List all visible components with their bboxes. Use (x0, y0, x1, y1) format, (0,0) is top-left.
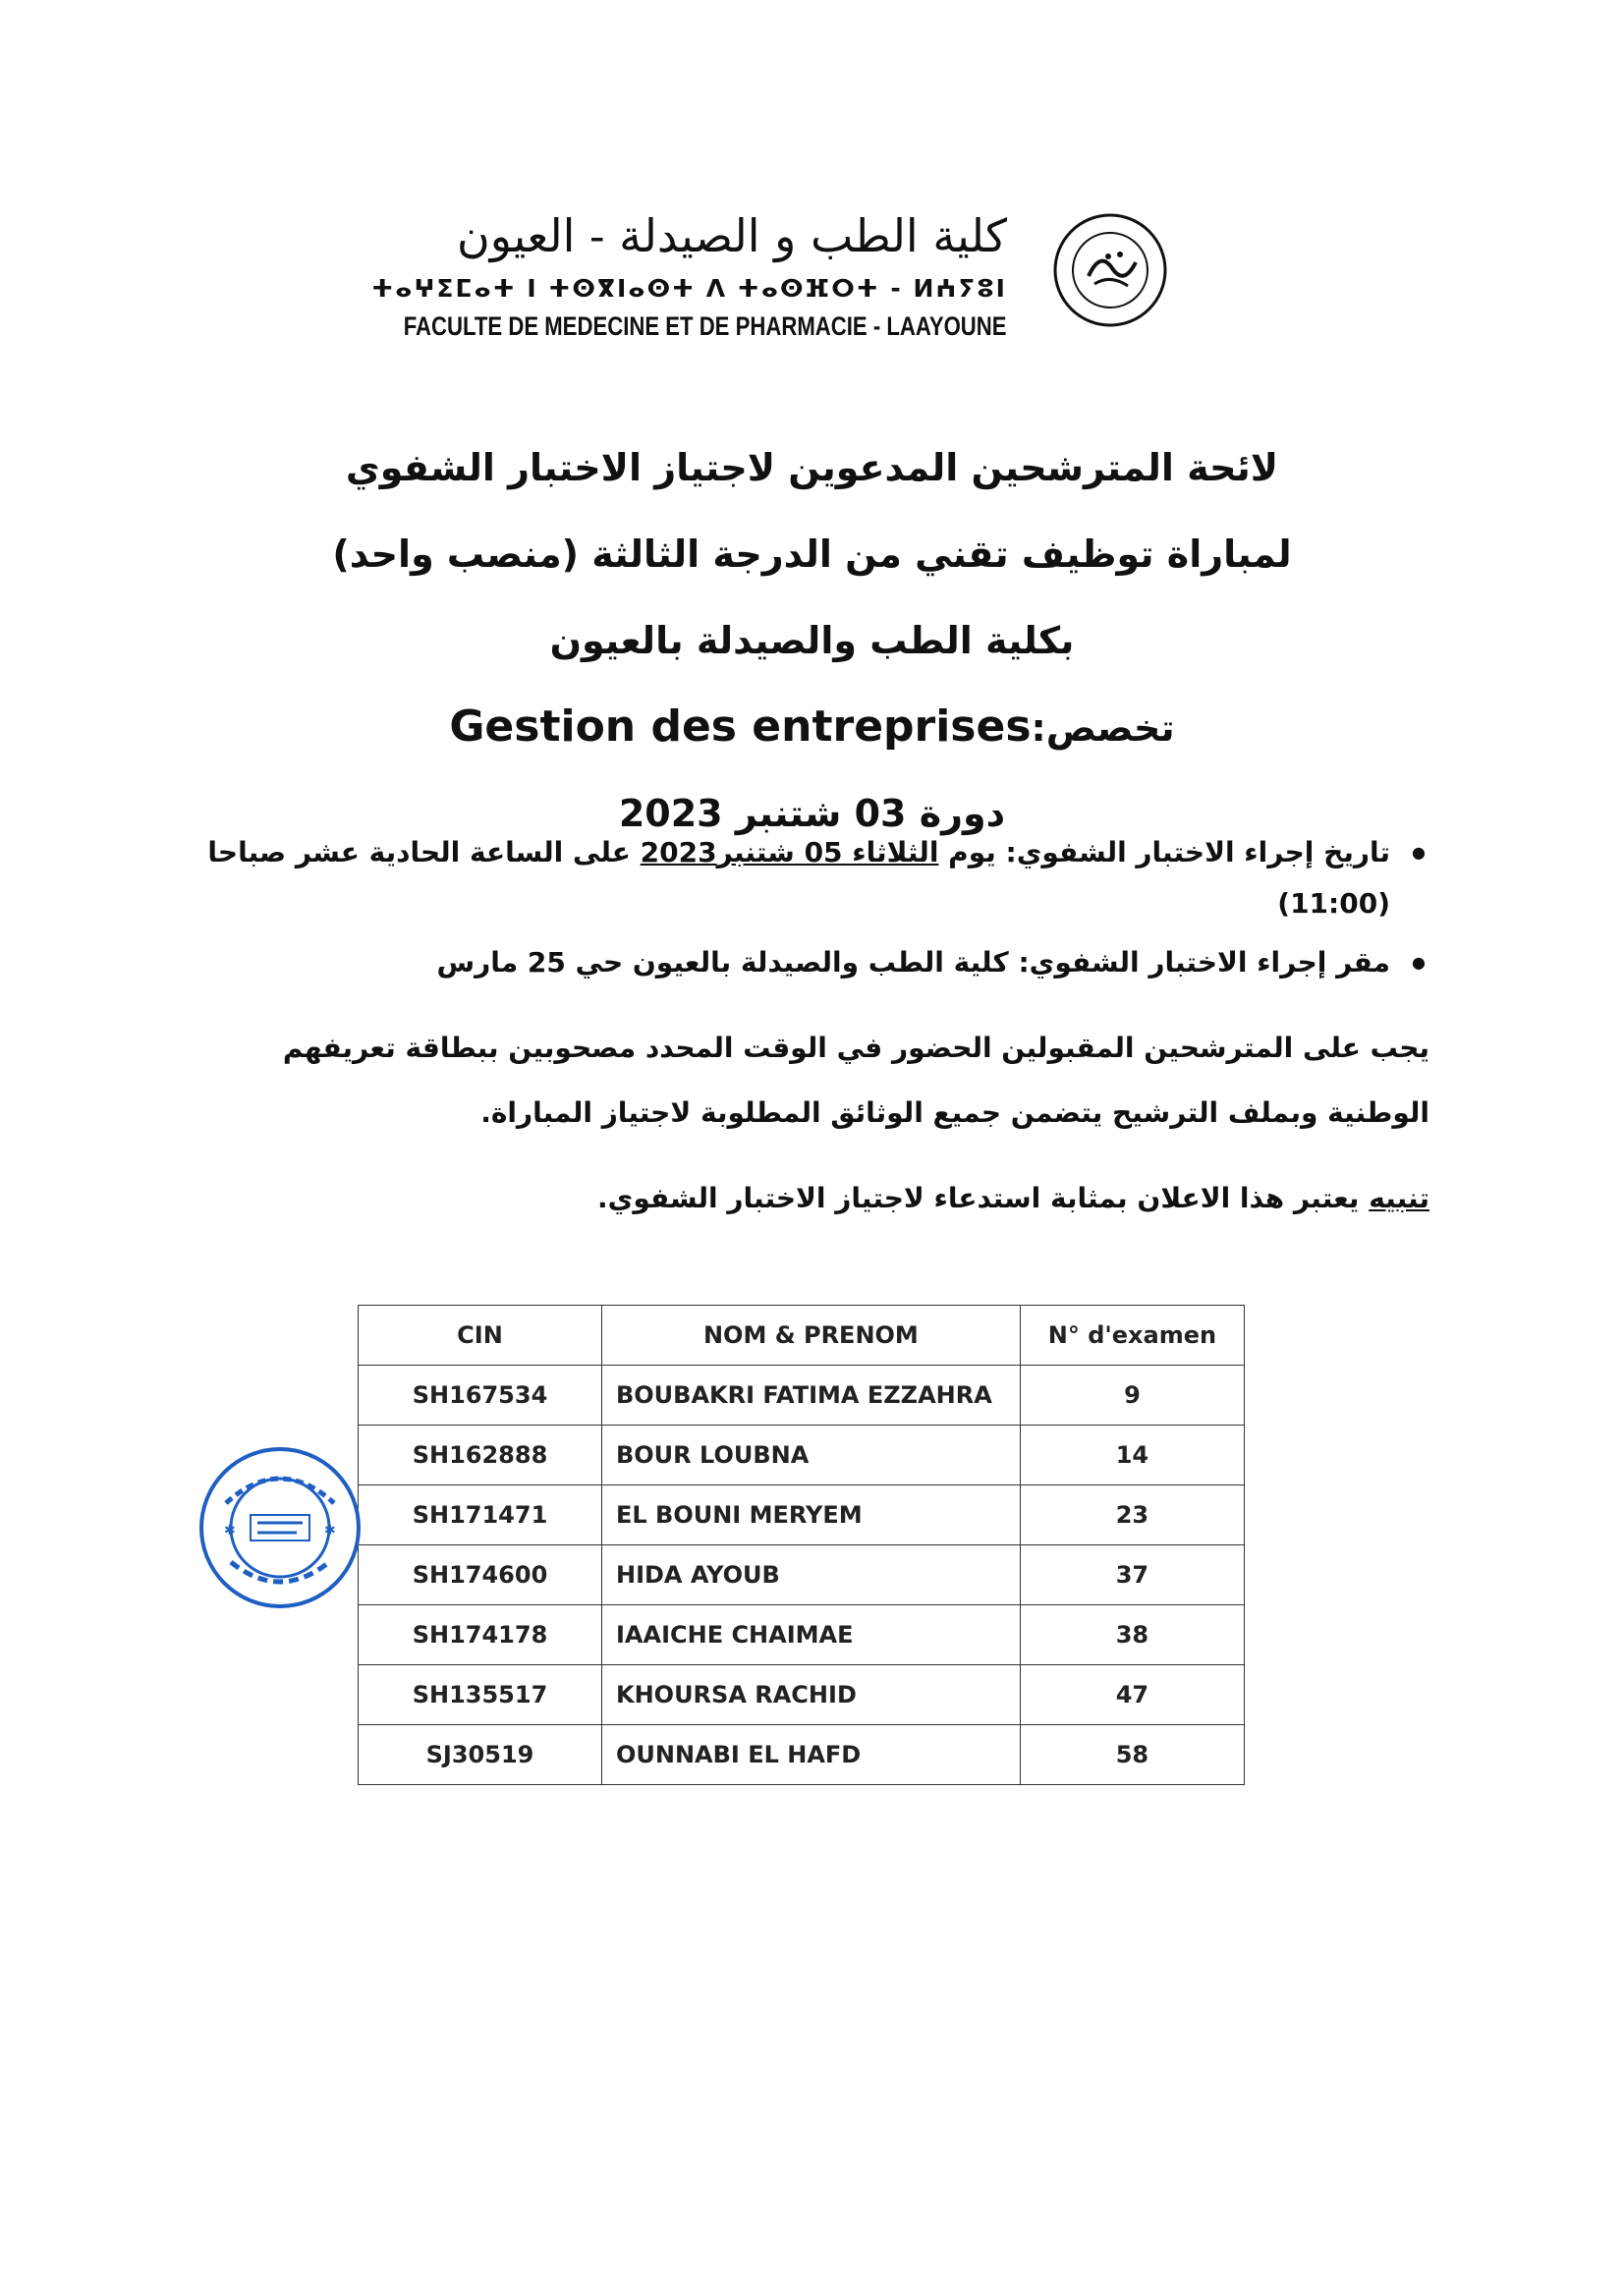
candidates-table (358, 1305, 1245, 1785)
cell-exam-number: 47 (1020, 1665, 1244, 1725)
university-logo (1051, 211, 1169, 329)
exam-date-prefix: تاريخ إجراء الاختبار الشفوي: يوم (938, 836, 1390, 868)
instruction-paragraph: يجب على المترشحين المقبولين الحضور في الوقت المحدد مصحوبين ببطاقة تعريفهم الوطنية وبملف الترشيح يتضمن جميع الوثائق المطلوبة لاجتياز المباراة. (282, 1032, 1429, 1129)
cell-cin: SH135517 (359, 1665, 602, 1725)
letterhead (371, 201, 1169, 359)
cell-exam-number: 58 (1020, 1725, 1244, 1785)
cell-exam-number: 38 (1020, 1605, 1244, 1665)
table-row (359, 1366, 1245, 1426)
cell-cin: SJ30519 (359, 1725, 602, 1785)
faculty-name-tifinagh: ⵜⴰⵖⵉⵎⴰⵜ Ⅰ ⵜⵙⴳⵏⴰⵙⵜ ⴷ ⵜⴰⵙⴼⵔⵜ - ⵍⵄⵢⵓⵏ (371, 274, 1007, 303)
cell-exam-number: 14 (1020, 1426, 1244, 1485)
table-row (359, 1605, 1245, 1665)
exam-place-item: ● مقر إجراء الاختبار الشفوي: كلية الطب والصيدلة بالعيون حي 25 مارس (177, 937, 1390, 988)
title-line-2: لمباراة توظيف تقني من الدرجة الثالثة (منصب واحد) (332, 532, 1292, 576)
cell-cin: SH167534 (359, 1366, 602, 1426)
notice-text: يعتبر هذا الاعلان بمثابة استدعاء لاجتياز الاختبار الشفوي. (597, 1182, 1370, 1214)
table-row (359, 1485, 1245, 1545)
faculty-name-french: FACULTE DE MEDECINE ET DE PHARMACIE - LAAYOUNE (404, 311, 1007, 341)
cell-cin: SH171471 (359, 1485, 602, 1545)
specialty-value: Gestion des entreprises (449, 701, 1032, 752)
document-titles (0, 424, 1624, 857)
cell-name: OUNNABI EL HAFD (601, 1725, 1020, 1785)
cell-cin: SH174178 (359, 1605, 602, 1665)
cell-cin: SH162888 (359, 1426, 602, 1485)
svg-text:✱: ✱ (324, 1523, 336, 1539)
exam-date-suffix: على الساعة الحادية عشر صباحا (11:00) (207, 836, 1390, 920)
table-row (359, 1545, 1245, 1605)
cell-cin: SH174600 (359, 1545, 602, 1605)
official-stamp (196, 1444, 364, 1611)
faculty-name-arabic: كلية الطب و الصيدلة - العيون (456, 209, 1007, 262)
exam-date-item (177, 827, 1390, 929)
cell-name: BOUBAKRI FATIMA EZZAHRA (601, 1366, 1020, 1426)
header-name: NOM & PRENOM (601, 1306, 1020, 1366)
session-line: دورة 03 شتنبر 2023 (618, 792, 1006, 835)
table-row (359, 1725, 1245, 1785)
cell-name: KHOURSA RACHID (601, 1665, 1020, 1725)
table-row (359, 1426, 1245, 1485)
info-list (177, 827, 1429, 988)
svg-text:✱: ✱ (224, 1523, 236, 1539)
header-exam-number: N° d'examen (1020, 1306, 1244, 1366)
cell-name: BOUR LOUBNA (601, 1426, 1020, 1485)
exam-date-underlined: الثلاثاء 05 شتنبر2023 (640, 836, 939, 868)
exam-info (177, 827, 1429, 1224)
specialty-line (0, 684, 1624, 770)
cell-name: HIDA AYOUB (601, 1545, 1020, 1605)
table-row (359, 1665, 1245, 1725)
cell-name: IAAICHE CHAIMAE (601, 1605, 1020, 1665)
cell-exam-number: 37 (1020, 1545, 1244, 1605)
specialty-label: تخصص: (1031, 706, 1175, 750)
title-line-3: بكلية الطب والصيدلة بالعيون (549, 619, 1075, 662)
notice-paragraph (177, 1173, 1429, 1224)
title-line-1: لائحة المترشحين المدعوين لاجتياز الاختبار الشفوي (345, 446, 1279, 489)
header-cin: CIN (359, 1306, 602, 1366)
cell-exam-number: 23 (1020, 1485, 1244, 1545)
cell-name: EL BOUNI MERYEM (601, 1485, 1020, 1545)
cell-exam-number: 9 (1020, 1366, 1244, 1426)
notice-label: تنبيه (1369, 1182, 1429, 1214)
table-header-row (359, 1306, 1245, 1366)
